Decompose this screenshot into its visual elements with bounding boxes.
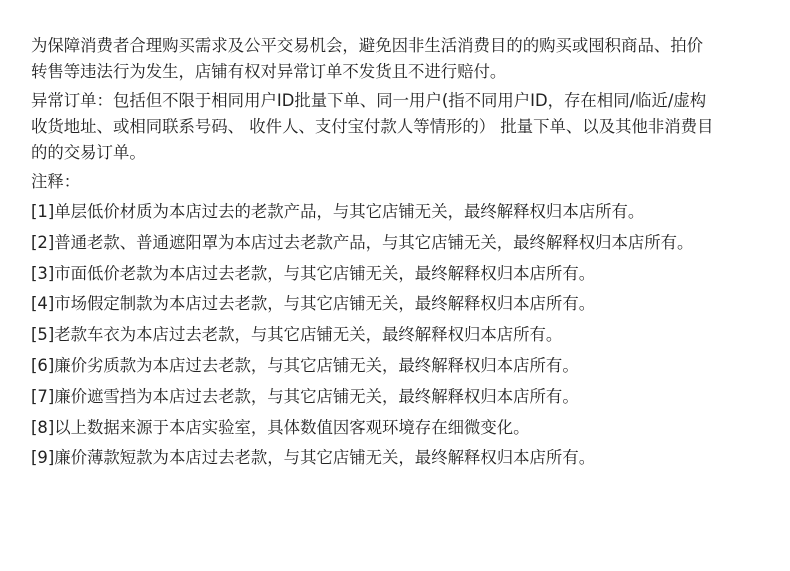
abnormal-order-line-1: 异常订单：包括但不限于相同用户ID批量下单、同一用户(指不同用户ID，存在相同/临近/虚构	[31, 91, 707, 110]
notes-title: 注释：	[31, 172, 81, 191]
note-item-6: [6]廉价劣质款为本店过去老款，与其它店铺无关，最终解释权归本店所有。	[31, 355, 579, 375]
abnormal-order-line-3: 的的交易订单。	[31, 143, 146, 162]
note-item-4: [4]市场假定制款为本店过去老款，与其它店铺无关，最终解释权归本店所有。	[31, 294, 596, 314]
note-item-9: [9]廉价薄款短款为本店过去老款，与其它店铺无关，最终解释权归本店所有。	[31, 448, 596, 468]
note-item-3: [3]市面低价老款为本店过去老款，与其它店铺无关，最终解释权归本店所有。	[31, 263, 596, 283]
note-item-2: [2]普通老款、普通遮阳罩为本店过去老款产品，与其它店铺无关，最终解释权归本店所有。	[31, 232, 694, 252]
note-item-8: [8]以上数据来源于本店实验室，具体数值因客观环境存在细微变化。	[31, 417, 530, 437]
note-item-5: [5]老款车衣为本店过去老款，与其它店铺无关，最终解释权归本店所有。	[31, 325, 563, 345]
abnormal-order-line-2: 收货地址、或相同联系号码、 收件人、支付宝付款人等情形的） 批量下单、以及其他非消费目	[31, 117, 714, 136]
note-item-1: [1]单层低价材质为本店过去的老款产品，与其它店铺无关，最终解释权归本店所有。	[31, 202, 645, 221]
note-item-7: [7]廉价遮雪挡为本店过去老款，与其它店铺无关，最终解释权归本店所有。	[31, 386, 579, 406]
intro-line-2: 转售等违法行为发生，店铺有权对异常订单不发货且不进行赔付。	[31, 62, 507, 81]
policy-document	[31, 33, 783, 476]
intro-line-1: 为保障消费者合理购买需求及公平交易机会，避免因非生活消费目的的购买或囤积商品、拍价	[31, 36, 704, 55]
